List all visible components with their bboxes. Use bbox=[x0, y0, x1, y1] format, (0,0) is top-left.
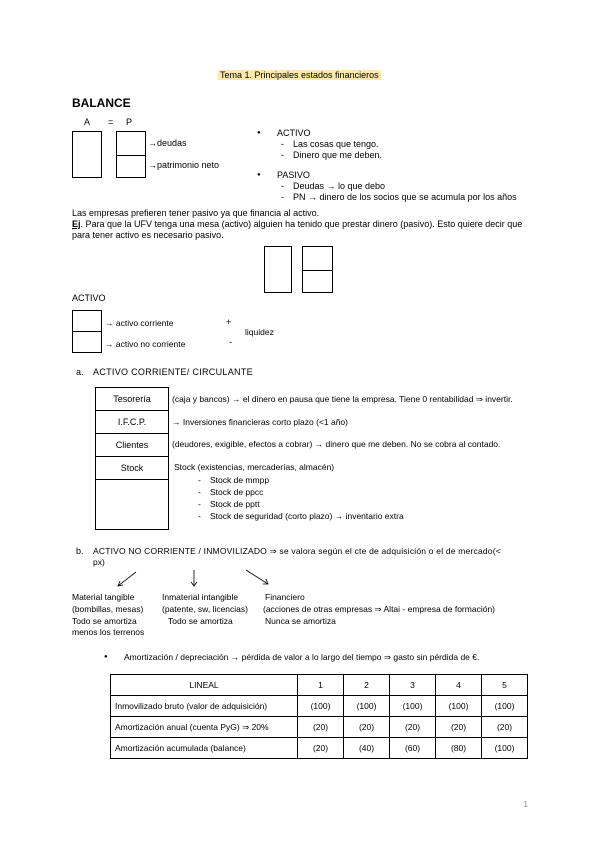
label-a: A bbox=[84, 117, 91, 127]
page-number: 1 bbox=[523, 800, 528, 809]
intro-line-2-text: . Para que la UFV tenga una mesa (activo) alguien ha tenido que prestar dinero (pasivo). Esto quiere decir que bbox=[80, 219, 523, 229]
table-cell: (20) bbox=[344, 717, 390, 738]
row-clientes: Clientes bbox=[95, 433, 169, 457]
amortizacion-bullet: ● Amortización / depreciación → pérdida de valor a lo largo del tiempo ⇒ gasto sin pérdida de €. bbox=[124, 652, 479, 663]
label-p: P bbox=[126, 117, 133, 127]
arrow-left bbox=[118, 572, 136, 586]
stock-item-1: - Stock de mmpp bbox=[210, 475, 269, 485]
section-b-marker: b. bbox=[76, 546, 84, 556]
inmaterial-example: (patente, sw, licencias) bbox=[162, 604, 248, 614]
table-header-cell: LINEAL bbox=[111, 675, 298, 696]
activo-bullet-title: ● ACTIVO bbox=[277, 128, 311, 138]
row-tesoreria: Tesorería bbox=[95, 387, 169, 411]
arrow-right bbox=[246, 570, 268, 584]
section-a-title: ACTIVO CORRIENTE/ CIRCULANTE bbox=[93, 367, 253, 377]
table-row bbox=[111, 696, 528, 717]
inmaterial-amort: Todo se amortiza bbox=[168, 616, 233, 626]
table-header-row bbox=[111, 675, 528, 696]
row-stock: Stock bbox=[95, 456, 169, 480]
pasivo-bullet-title: ● PASIVO bbox=[277, 170, 310, 180]
table-cell: (100) bbox=[344, 696, 390, 717]
arrow-deudas: →deudas bbox=[148, 138, 187, 148]
table-header-cell: 1 bbox=[298, 675, 344, 696]
material-example: (bombillas, mesas) bbox=[72, 604, 144, 614]
financiero-amort: Nunca se amortiza bbox=[265, 616, 336, 626]
inmaterial-title: Inmaterial intangible bbox=[162, 592, 239, 602]
table-cell: Amortización acumulada (balance) bbox=[111, 738, 298, 759]
pasivo-item-1: - Deudas → lo que debo bbox=[293, 181, 385, 191]
activo-heading: ACTIVO bbox=[72, 293, 106, 303]
balance-heading: BALANCE bbox=[72, 96, 131, 110]
table-cell: (100) bbox=[482, 738, 528, 759]
table-row bbox=[111, 717, 528, 738]
material-amort: Todo se amortiza bbox=[72, 616, 137, 626]
table-cell: (60) bbox=[390, 738, 436, 759]
stock-item-4: - Stock de seguridad (corto plazo) → inventario extra bbox=[210, 511, 404, 521]
table-cell: (100) bbox=[482, 696, 528, 717]
liquidez-minus: - bbox=[229, 337, 232, 347]
liquidez-label: liquidez bbox=[245, 327, 274, 337]
section-b-title-cont: px) bbox=[93, 557, 105, 567]
table-row bbox=[111, 738, 528, 759]
material-title: Material tangible bbox=[72, 592, 135, 602]
activo-no-corriente-label: → activo no corriente bbox=[105, 339, 186, 349]
financiero-example: (acciones de otras empresas ⇒ Altai - empresa de formación) bbox=[263, 604, 495, 614]
intro-line-3: para tener activo es necesario pasivo. bbox=[72, 230, 224, 240]
table-cell: (80) bbox=[436, 738, 482, 759]
activo-item-2: - Dinero que me deben. bbox=[293, 150, 382, 160]
table-cell: (20) bbox=[436, 717, 482, 738]
activo-corriente-label: → activo corriente bbox=[105, 318, 174, 328]
desc-tesoreria: (caja y bancos) → el dinero en pausa que tiene la empresa. Tiene 0 rentabilidad ⇒ invertir. bbox=[172, 394, 513, 404]
stock-item-2: - Stock de ppcc bbox=[210, 487, 263, 497]
table-header-cell: 4 bbox=[436, 675, 482, 696]
table-header-cell: 5 bbox=[482, 675, 528, 696]
desc-ifcp: → Inversiones financieras corto plazo (<1 año) bbox=[172, 417, 348, 427]
amortization-table bbox=[110, 674, 528, 759]
desc-clientes: (deudores, exigible, efectos a cobrar) → dinero que me deben. No se cobra al contado. bbox=[172, 439, 501, 449]
table-cell: (100) bbox=[298, 696, 344, 717]
table-cell: Inmovilizado bruto (valor de adquisición) bbox=[111, 696, 298, 717]
page-header: Tema 1. Principales estados financieros bbox=[220, 70, 379, 80]
label-eq: = bbox=[108, 117, 114, 127]
section-b-title: ACTIVO NO CORRIENTE / INMOVILIZADO ⇒ se valora según el cte de adquisición o el de mercado(< bbox=[93, 546, 501, 556]
pasivo-item-2: - PN → dinero de los socios que se acumula por los años bbox=[293, 192, 517, 202]
table-cell: (40) bbox=[344, 738, 390, 759]
table-cell: (100) bbox=[436, 696, 482, 717]
table-cell: (20) bbox=[298, 738, 344, 759]
table-cell: (100) bbox=[390, 696, 436, 717]
table-cell: (20) bbox=[390, 717, 436, 738]
material-amort-cont: menos los terrenos bbox=[72, 627, 145, 637]
arrow-pn: →patrimonio neto bbox=[148, 160, 220, 170]
table-cell: Amortización anual (cuenta PyG) ⇒ 20% bbox=[111, 717, 298, 738]
stock-item-3: - Stock de pptt bbox=[210, 499, 260, 509]
liquidez-plus: + bbox=[226, 317, 232, 327]
desc-stock: Stock (existencias, mercaderías, almacén) bbox=[174, 462, 335, 472]
activo-item-1: - Las cosas que tengo. bbox=[293, 139, 379, 149]
table-header-cell: 3 bbox=[390, 675, 436, 696]
table-cell: (20) bbox=[298, 717, 344, 738]
section-a-marker: a. bbox=[76, 367, 84, 377]
ej-label: Ej bbox=[72, 219, 81, 229]
table-cell: (20) bbox=[482, 717, 528, 738]
table-header-cell: 2 bbox=[344, 675, 390, 696]
intro-line-1: Las empresas prefieren tener pasivo ya que financia al activo. bbox=[72, 208, 320, 218]
row-ifcp: I.F.C.P. bbox=[95, 410, 169, 434]
financiero-title: Financiero bbox=[265, 592, 305, 602]
